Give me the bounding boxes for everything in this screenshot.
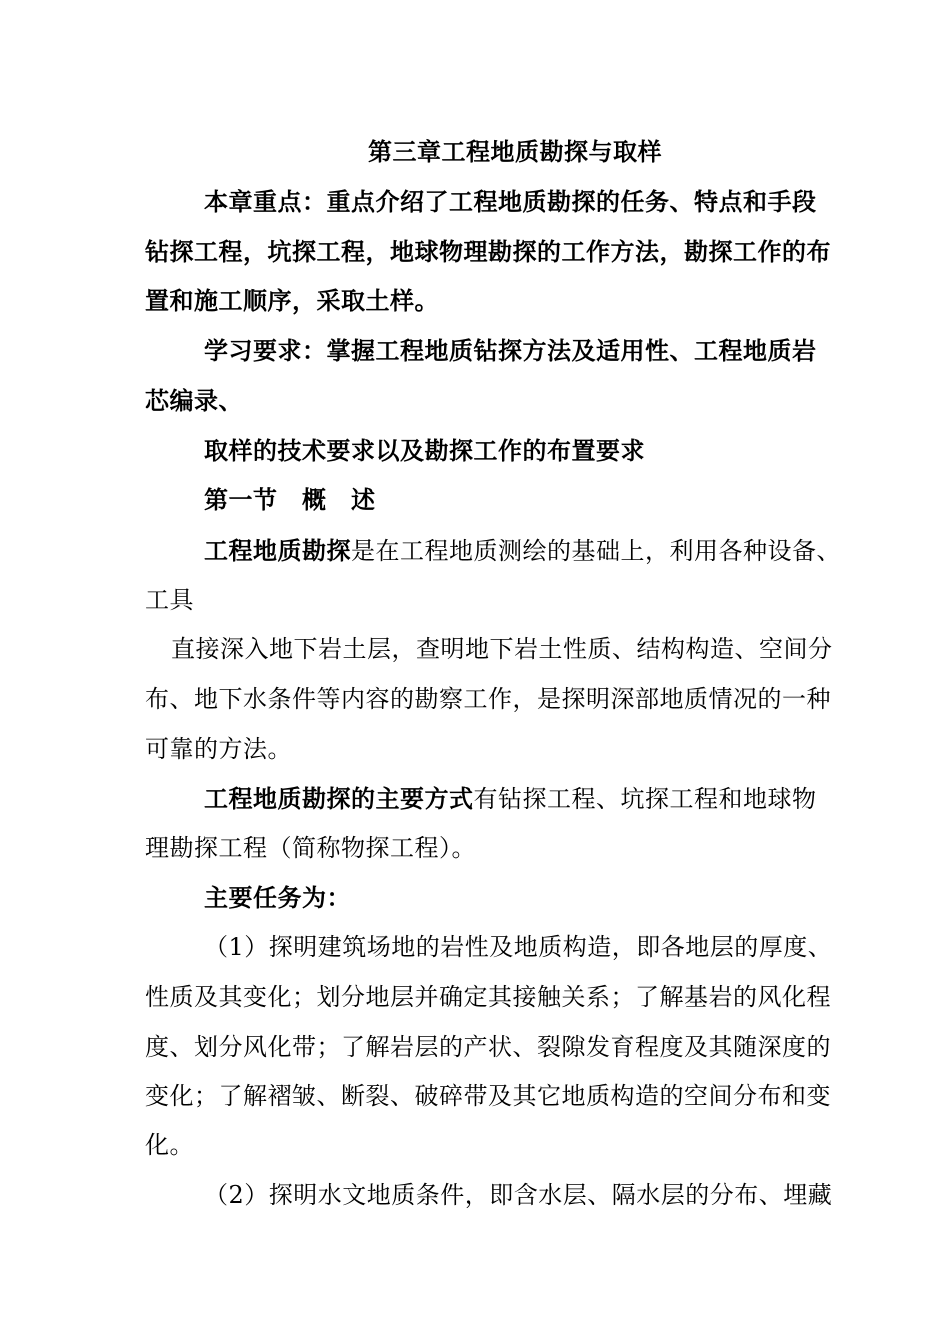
task-1-line-3: 度、划分风化带；了解岩层的产状、裂隙发育程度及其随深度的: [145, 1033, 831, 1061]
definition-line-5: 可靠的方法。: [145, 735, 292, 763]
chapter-title: 第三章工程地质勘探与取样: [368, 137, 662, 166]
tasks-heading: 主要任务为：: [204, 883, 351, 912]
task-1-line-1: （1）探明建筑场地的岩性及地质构造，即各地层的厚度、: [204, 933, 833, 961]
definition-line-3: 直接深入地下岩土层，查明地下岩土性质、结构构造、空间分: [171, 635, 833, 663]
task-1-line-2: 性质及其变化；划分地层并确定其接触关系；了解基岩的风化程: [145, 983, 831, 1011]
definition-line-1: [204, 536, 841, 565]
methods-text: 有钻探工程、坑探工程和地球物: [473, 785, 817, 813]
requirements-line-2: 芯编录、: [145, 386, 243, 415]
task-1-line-4: 变化；了解褶皱、断裂、破碎带及其它地质构造的空间分布和变: [145, 1082, 831, 1110]
definition-line-4: 布、地下水条件等内容的勘察工作，是探明深部地质情况的一种: [145, 685, 831, 713]
definition-text: 是在工程地质测绘的基础上，利用各种设备、: [351, 537, 841, 565]
section-heading: 第一节 概 述: [204, 485, 376, 514]
methods-line-2: 理勘探工程（简称物探工程）。: [145, 834, 476, 862]
requirements-line-3: 取样的技术要求以及勘探工作的布置要求: [204, 436, 645, 465]
definition-line-2: 工具: [145, 586, 194, 614]
methods-line-1: [204, 784, 817, 813]
key-points-line-3: 置和施工顺序，采取土样。: [145, 286, 439, 315]
key-points-line-1: 本章重点：重点介绍了工程地质勘探的任务、特点和手段: [204, 187, 817, 216]
task-1-line-5: 化。: [145, 1131, 194, 1159]
key-points-line-2: 钻探工程，坑探工程，地球物理勘探的工作方法，勘探工作的布: [145, 237, 831, 266]
requirements-line-1: 学习要求：掌握工程地质钻探方法及适用性、工程地质岩: [204, 336, 817, 365]
task-2-line-1: （2）探明水文地质条件，即含水层、隔水层的分布、埋藏: [204, 1181, 833, 1209]
definition-term: 工程地质勘探: [204, 536, 351, 565]
methods-term: 工程地质勘探的主要方式: [204, 784, 474, 813]
